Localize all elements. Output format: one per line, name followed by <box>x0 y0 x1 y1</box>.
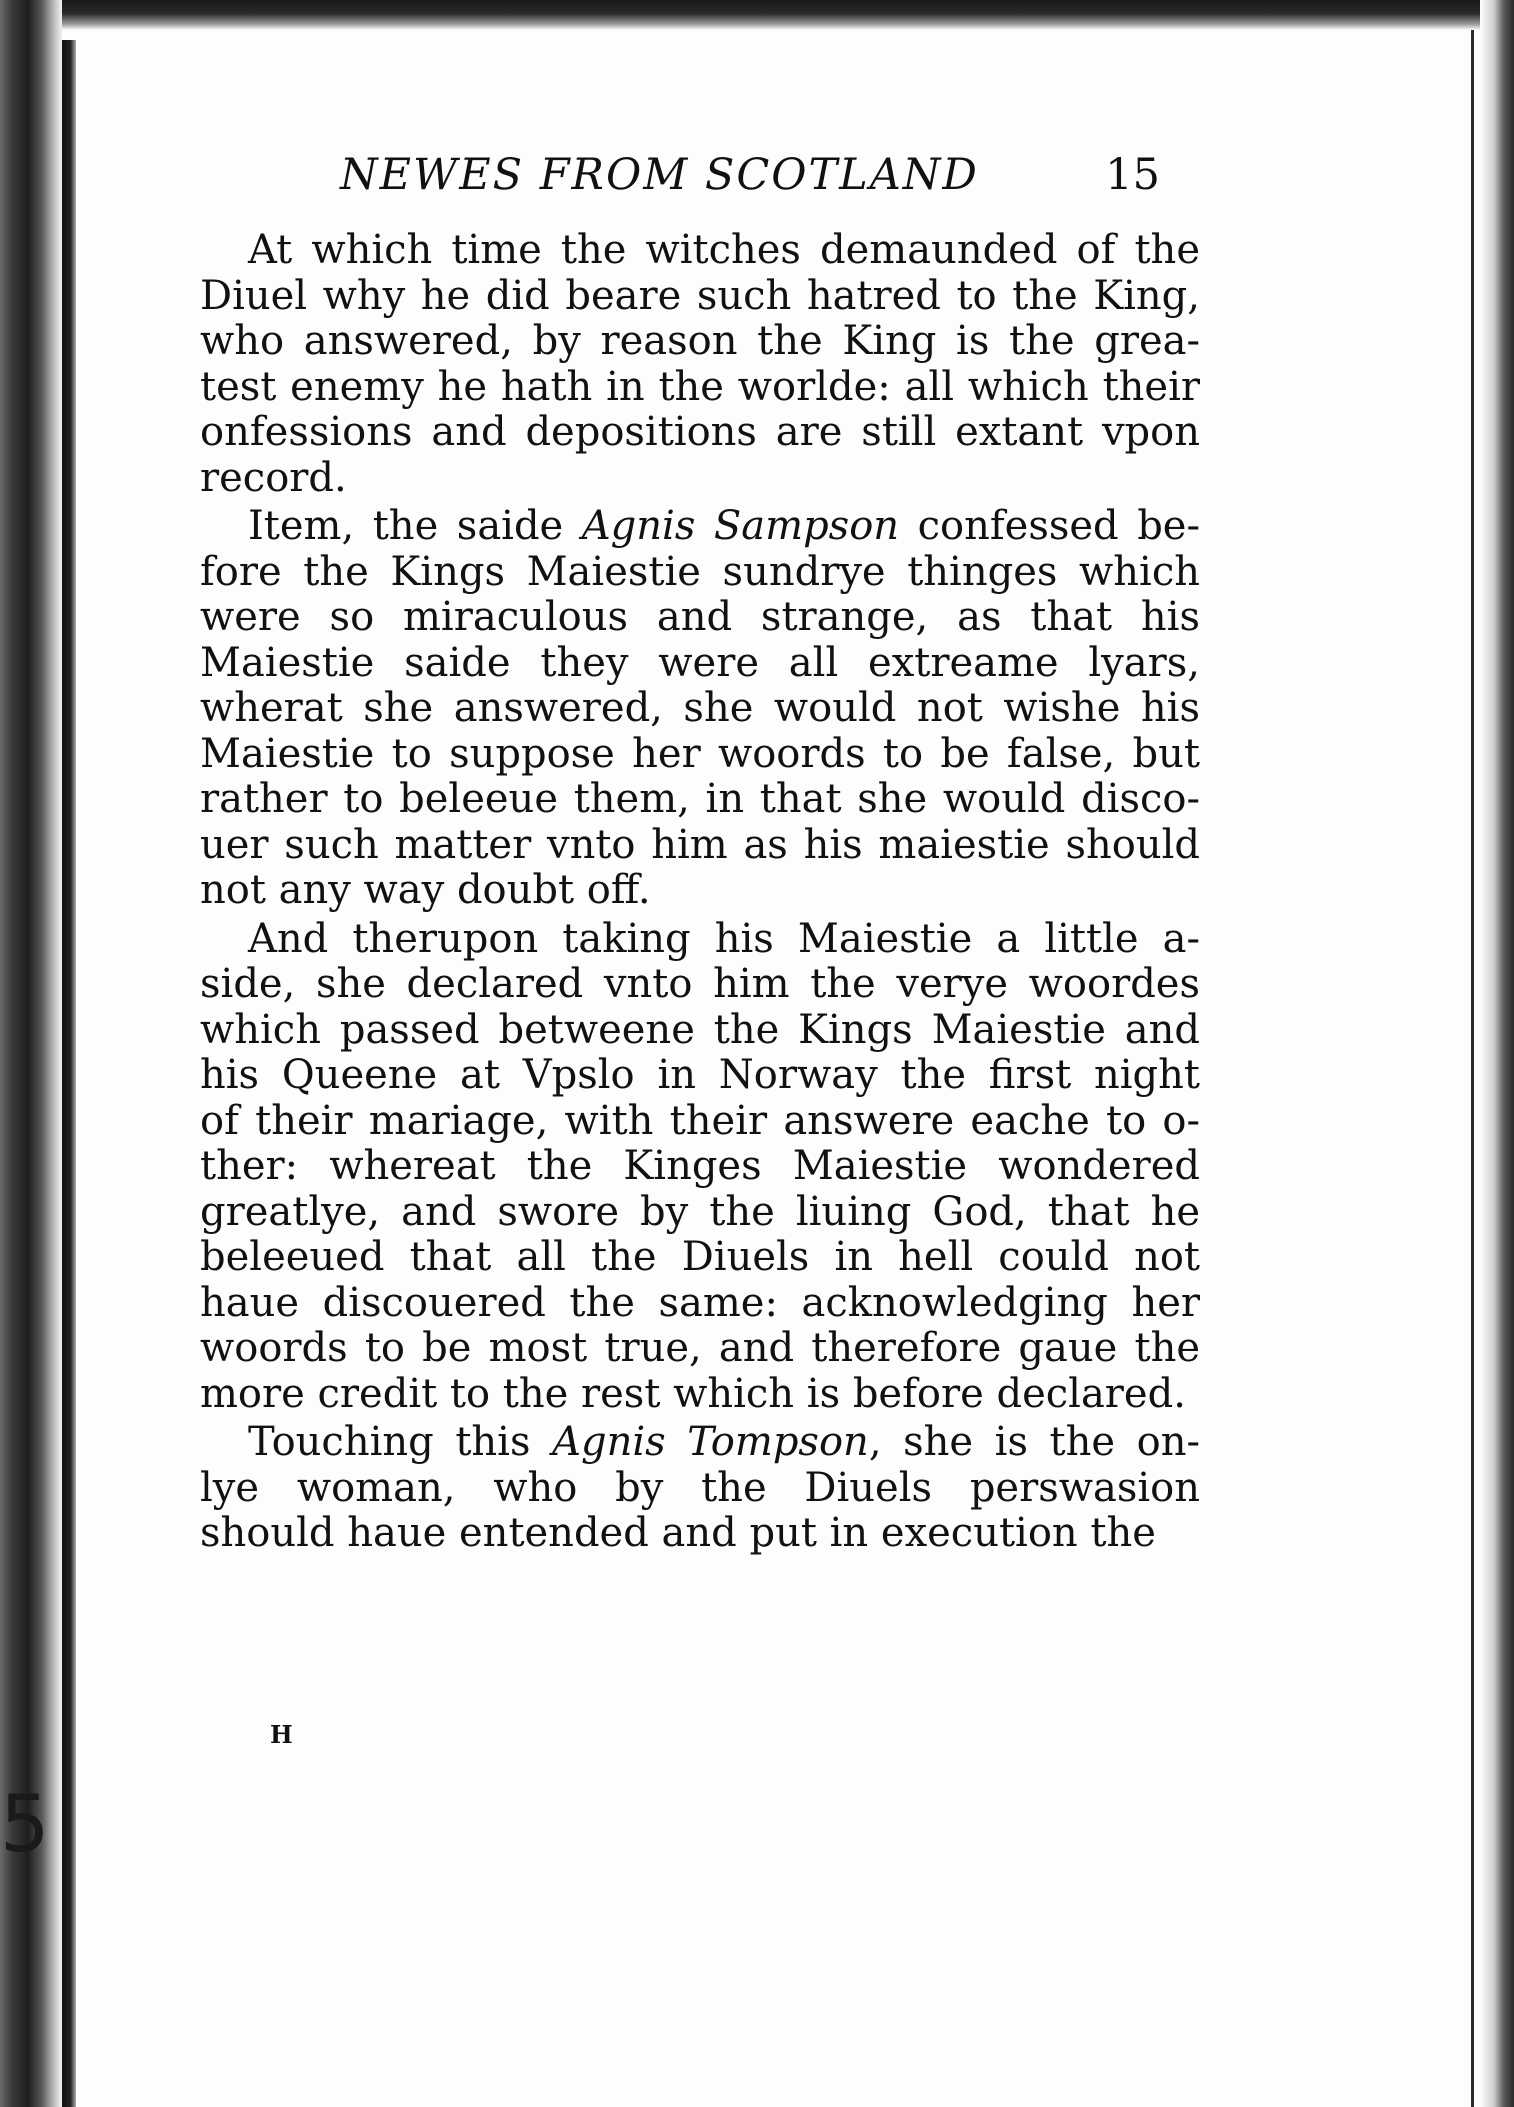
text-line: uer such matter vnto him as his maiestie should <box>200 821 1200 868</box>
text-line: more credit to the rest which is before declared. <box>200 1370 1186 1417</box>
text-line: of their mariage, with their answere eache to o- <box>200 1097 1200 1144</box>
margin-mark: 5 <box>0 1780 50 1870</box>
paragraph <box>200 1420 1200 1557</box>
paragraph <box>200 228 1200 501</box>
text-line: And therupon taking his Maiestie a little a- <box>248 915 1200 962</box>
text-line: who answered, by reason the King is the grea- <box>200 318 1200 364</box>
book-spine-shadow <box>62 40 76 2107</box>
text-line: Diuel why he did beare such hatred to the King, <box>200 272 1200 319</box>
paragraph <box>200 504 1200 914</box>
signature-mark: H <box>270 1720 293 1749</box>
paragraph <box>200 917 1200 1418</box>
text-line: side, she declared vnto him the verye woordes <box>200 961 1200 1007</box>
page-header <box>200 150 1200 220</box>
book-page <box>200 150 1200 1557</box>
text-line: greatlye, and swore by the liuing God, that he <box>200 1188 1200 1235</box>
text-line: lye woman, who by the Diuels perswasion <box>200 1464 1200 1511</box>
text-line: onfessions and depositions are still extant vpon <box>200 409 1200 455</box>
scan-edge-right <box>1480 0 1514 2107</box>
body-text <box>200 228 1200 1557</box>
text-line: wherat she answered, she would not wishe his <box>200 685 1200 731</box>
text-line: fore the Kings Maiestie sundrye thinges which <box>200 548 1200 595</box>
text-line: At which time the witches demaunded of the <box>248 227 1200 273</box>
text-line: his Queene at Vpslo in Norway the first night <box>200 1052 1200 1098</box>
text-line: rather to beleeue them, in that she would disco- <box>200 776 1200 822</box>
text-line: should haue entended and put in execution the <box>200 1510 1156 1556</box>
page-number: 15 <box>1105 150 1160 200</box>
text-line: haue discouered the same: acknowledging her <box>200 1279 1200 1326</box>
text-line: Maiestie to suppose her woords to be false, but <box>200 730 1200 777</box>
scan-edge-top <box>0 0 1514 30</box>
text-line: test enemy he hath in the worlde: all which their <box>200 363 1200 410</box>
text-line: were so miraculous and strange, as that his <box>200 594 1200 640</box>
running-title: NEWES FROM SCOTLAND <box>340 150 979 200</box>
text-line: Touching this Agnis Tompson, she is the on- <box>248 1419 1201 1465</box>
text-line: not any way doubt off. <box>200 867 651 913</box>
text-line: Item, the saide Agnis Sampson confessed be- <box>248 503 1200 549</box>
text-line: ther: whereat the Kinges Maiestie wondered <box>200 1143 1200 1189</box>
text-line: beleeued that all the Diuels in hell could not <box>200 1234 1200 1280</box>
text-line: woords to be most true, and therefore gaue the <box>200 1325 1200 1371</box>
italic-name: Agnis Tompson <box>552 1419 869 1465</box>
text-line: record. <box>200 454 347 501</box>
page-edge-rule <box>1471 30 1474 2107</box>
text-line: Maiestie saide they were all extreame lyars, <box>200 639 1200 686</box>
italic-name: Agnis Sampson <box>581 503 900 549</box>
text-line: which passed betweene the Kings Maiestie and <box>200 1006 1200 1053</box>
